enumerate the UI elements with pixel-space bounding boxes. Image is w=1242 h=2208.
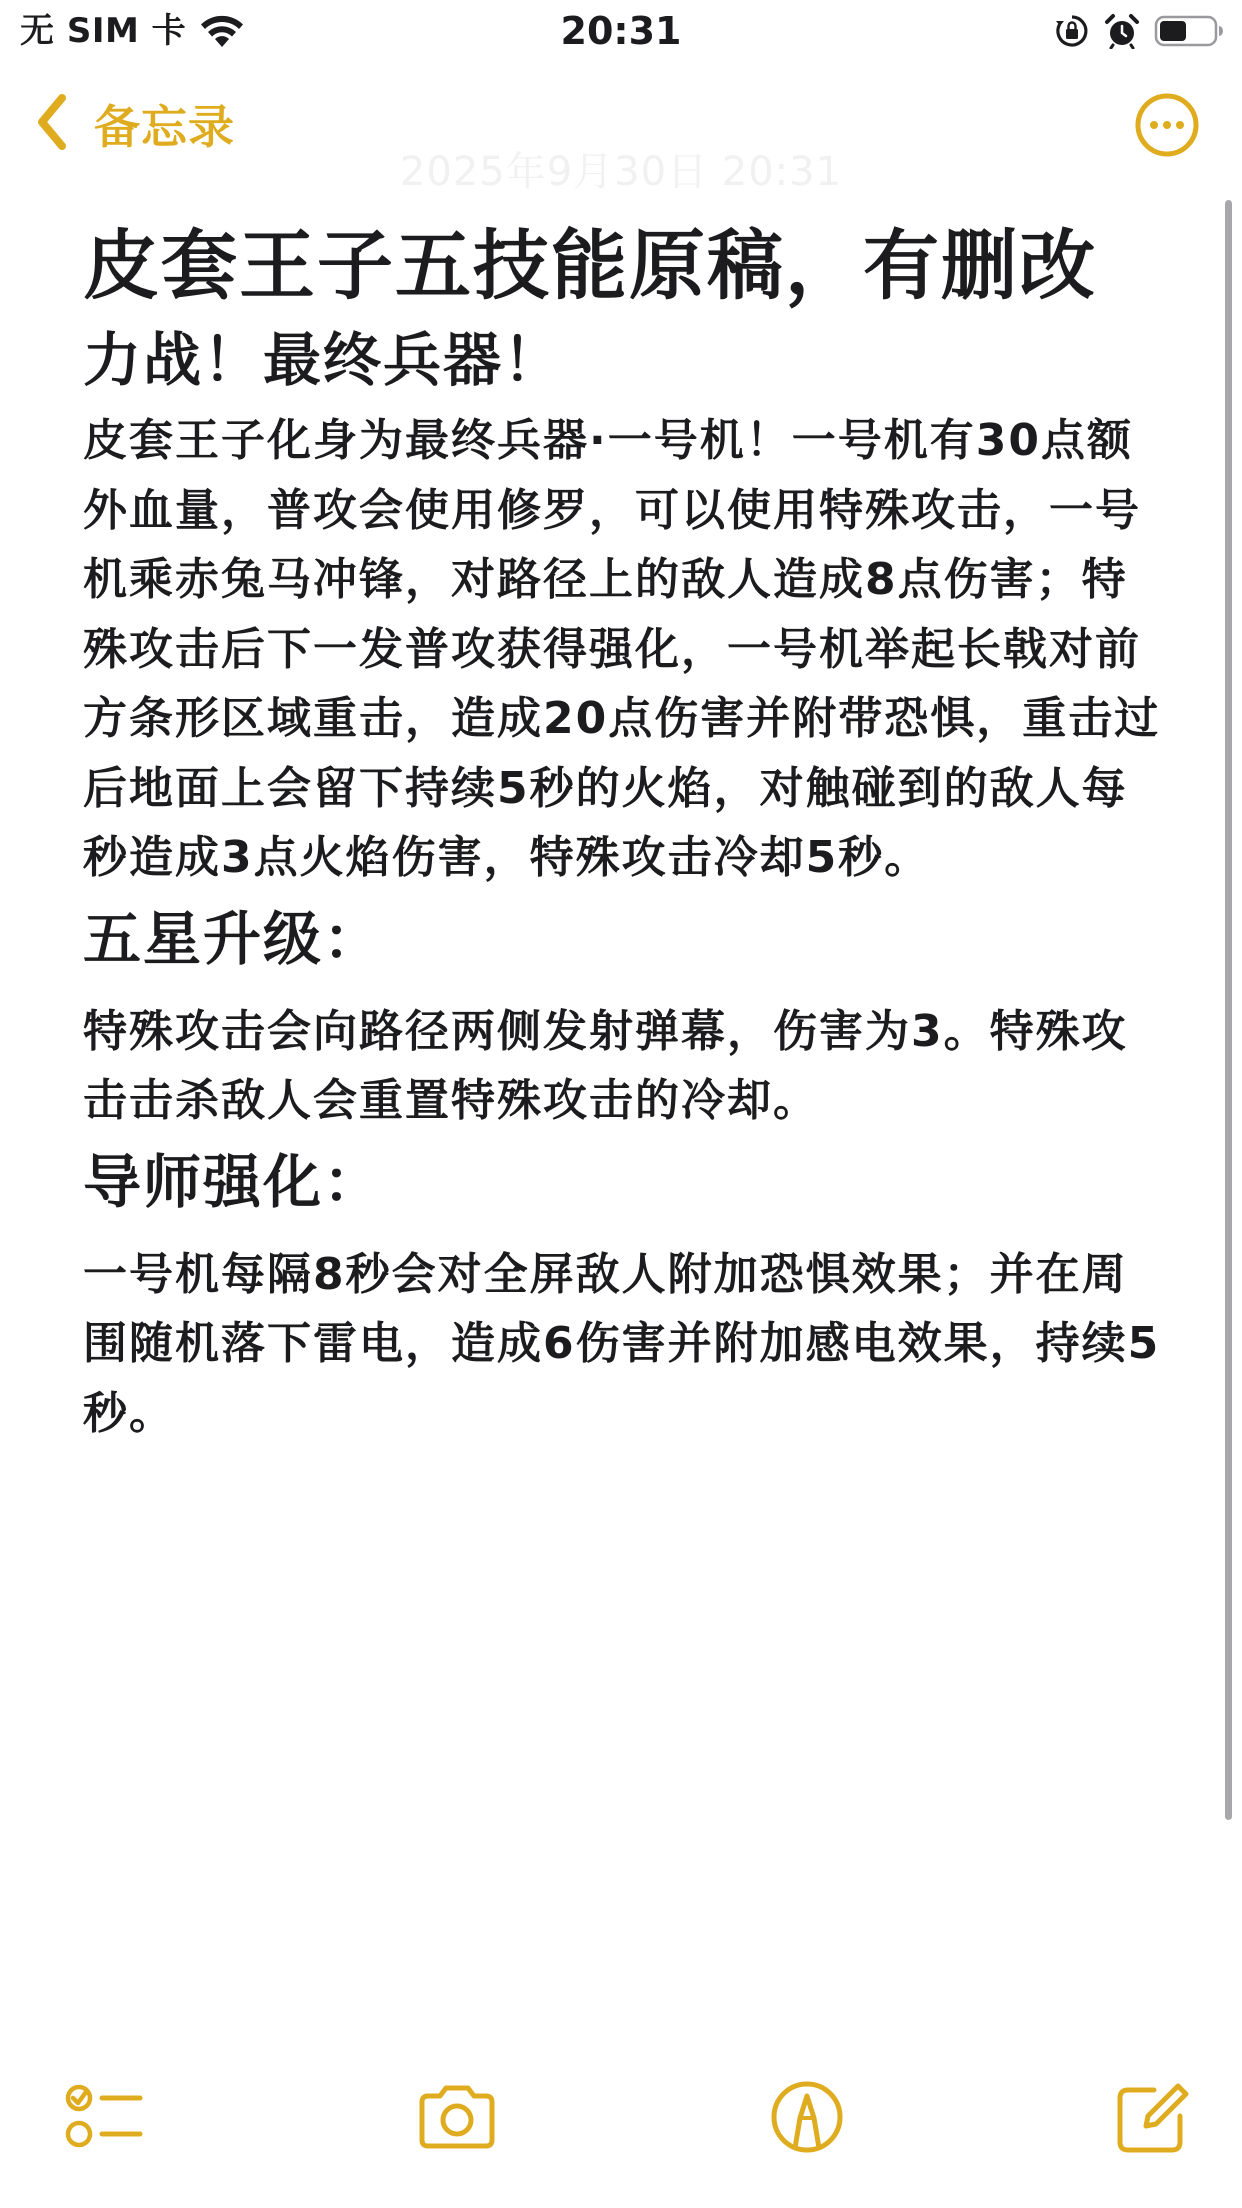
note-heading-3: 导师强化： [83, 1147, 384, 1216]
markup-icon [762, 2072, 852, 2162]
note-paragraph-1: 皮套王子化身为最终兵器·一号机！一号机有30点额外血量，普攻会使用修罗，可以使用特殊攻击，一号机乘赤兔马冲锋，对路径上的敌人造成8点伤害；特殊攻击后下一发普攻获得强化，一号机举起长戟对前方条形区域重击，造成20点伤害并附带恐惧，重击过后地面上会留下持续5秒的火焰，对触碰到的敌人每秒造成3点火焰伤害，特殊攻击冷却5秒。 [83, 415, 1161, 883]
camera-button[interactable] [412, 2072, 502, 2162]
checklist-icon [60, 2072, 150, 2162]
battery-icon [1154, 13, 1224, 49]
compose-button[interactable] [1106, 2072, 1196, 2162]
status-icons [1054, 10, 1224, 52]
note-title: 皮套王子五技能原稿，有删改 [83, 221, 1097, 310]
note-date: 2025年9月30日 20:31 [399, 149, 843, 195]
checklist-button[interactable] [60, 2072, 150, 2162]
ellipsis-circle-icon [1134, 143, 1200, 162]
note-heading-2: 五星升级： [83, 904, 384, 973]
status-bar [0, 0, 1242, 62]
note-body[interactable] [83, 212, 1173, 1448]
alarm-icon [1104, 13, 1140, 49]
note-paragraph-3: 一号机每隔8秒会对全屏敌人附加恐惧效果；并在周围随机落下雷电，造成6伤害并附加感电效果，持续5秒。 [83, 1248, 1161, 1439]
note-paragraph-2: 特殊攻击会向路径两侧发射弹幕，伤害为3。特殊攻击击杀敌人会重置特殊攻击的冷却。 [83, 1005, 1128, 1126]
navigation-bar [0, 62, 1242, 195]
more-options-button[interactable] [1134, 92, 1200, 158]
bottom-toolbar [0, 2058, 1242, 2208]
clock: 20:31 [560, 9, 682, 53]
camera-icon [412, 2072, 502, 2162]
orientation-lock-icon [1054, 13, 1090, 49]
markup-button[interactable] [762, 2072, 852, 2162]
scrollbar[interactable] [1225, 200, 1232, 1820]
compose-icon [1106, 2072, 1196, 2162]
note-heading-1: 力战！最终兵器！ [83, 326, 564, 394]
back-button-label: 备忘录 [94, 100, 235, 154]
carrier-label: 无 SIM 卡 [20, 11, 187, 51]
